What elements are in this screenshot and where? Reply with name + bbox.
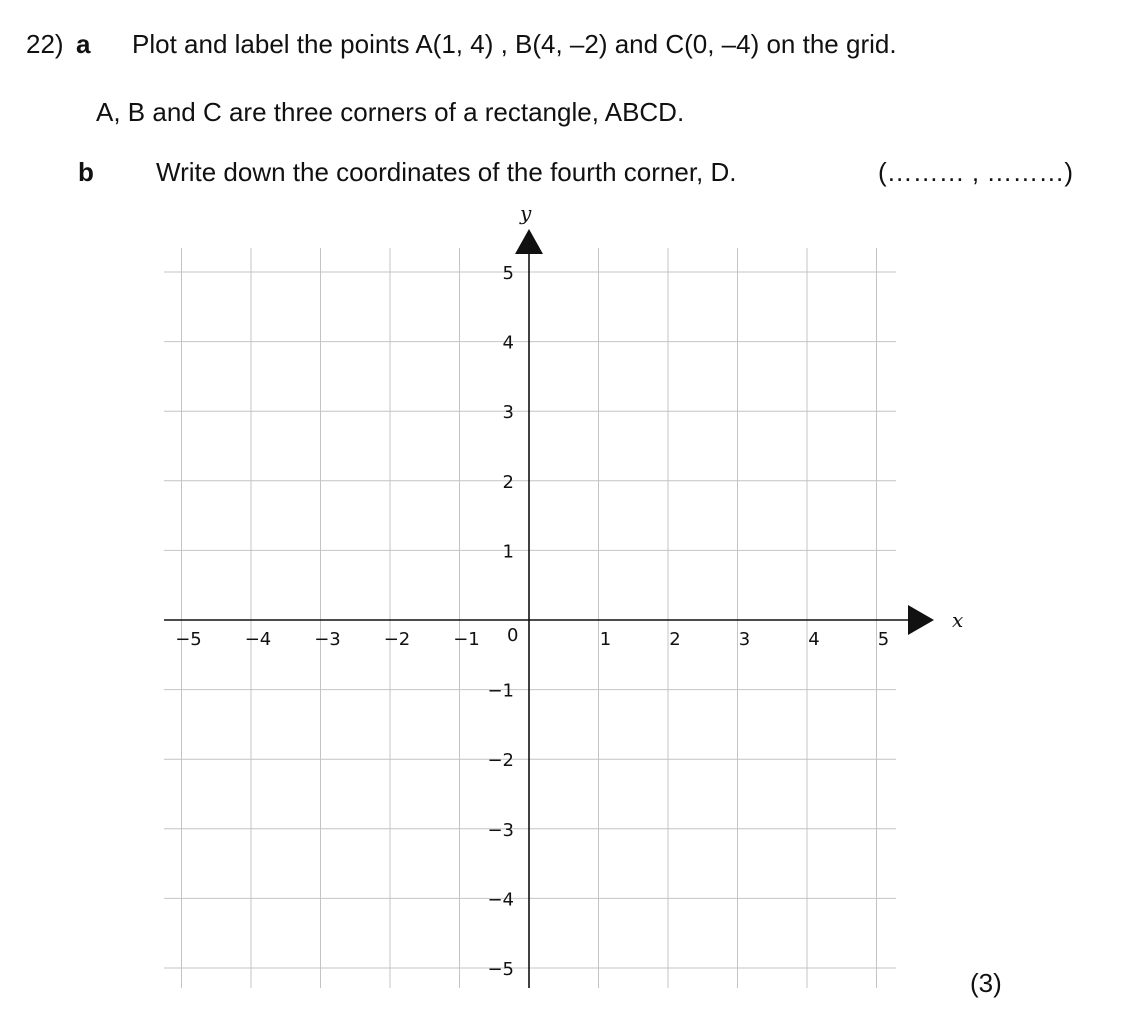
part-a-instruction: Plot and label the points A(1, 4) , B(4, –2) and C(0, –4) on the grid. (132, 29, 897, 59)
y-axis-arrow-icon (515, 229, 543, 254)
part-b-instruction: Write down the coordinates of the fourth corner, D. (156, 157, 737, 187)
grid-lines (164, 248, 896, 988)
axes (164, 201, 963, 988)
x-tick-label: 2 (669, 629, 681, 650)
x-tick-label: 3 (738, 629, 751, 650)
y-tick-label: −5 (487, 959, 514, 980)
y-tick-label: −2 (487, 750, 514, 772)
x-tick-label: −5 (175, 629, 202, 650)
x-tick-label: −2 (383, 629, 411, 650)
part-b-letter: b (78, 157, 94, 187)
y-tick-label: 3 (502, 402, 514, 424)
x-axis-arrow-icon (908, 605, 934, 635)
y-axis-label: y (520, 201, 532, 225)
x-tick-label: −1 (453, 629, 480, 650)
y-tick-label: 5 (502, 263, 514, 284)
y-tick-label: −4 (487, 889, 514, 911)
marks-label: (3) (970, 968, 1002, 998)
question-number: 22) (26, 29, 64, 59)
x-tick-label: −3 (314, 629, 341, 650)
x-axis-label: x (952, 608, 964, 632)
x-tick-label: −4 (244, 629, 272, 650)
tick-labels (175, 263, 889, 980)
y-tick-label: 1 (502, 541, 514, 563)
y-tick-label: −3 (487, 819, 514, 841)
rectangle-statement: A, B and C are three corners of a rectangle, ABCD. (96, 97, 685, 127)
origin-label: 0 (507, 625, 519, 646)
x-tick-label: 1 (599, 629, 612, 650)
y-tick-label: 4 (502, 332, 514, 354)
y-tick-label: −1 (487, 680, 514, 702)
part-a-letter: a (76, 29, 91, 59)
x-tick-label: 5 (877, 629, 890, 650)
y-tick-label: 2 (502, 471, 514, 493)
answer-blank[interactable]: (……… , ………) (878, 157, 1073, 187)
x-tick-label: 4 (808, 629, 820, 650)
